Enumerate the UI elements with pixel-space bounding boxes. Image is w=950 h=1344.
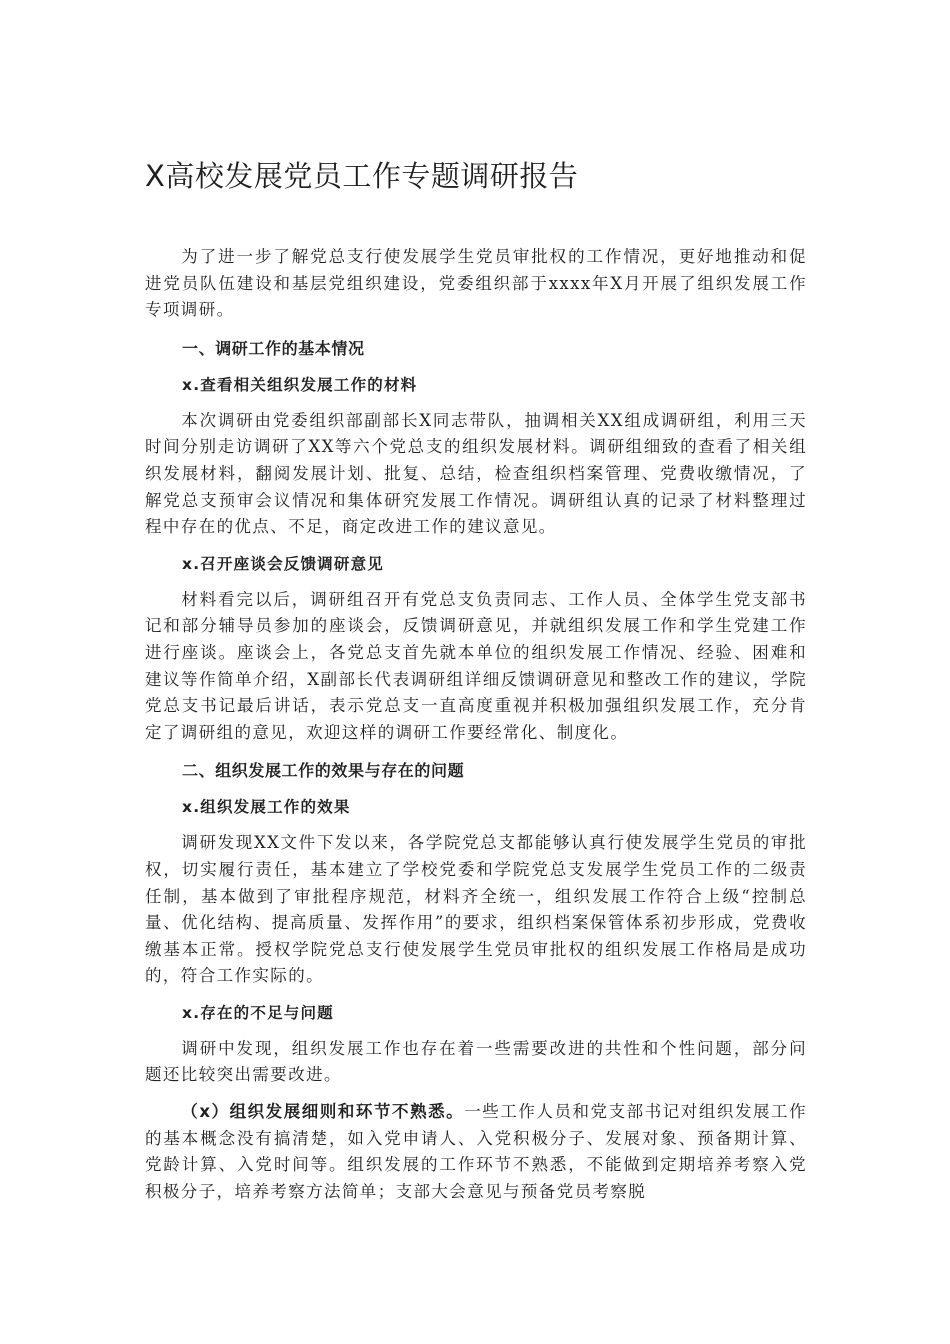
document-body — [145, 244, 807, 1205]
section-1-sub-2-heading: x.召开座谈会反馈调研意见 — [182, 554, 384, 573]
section-2-sub-2-heading: x.存在的不足与问题 — [182, 1003, 334, 1022]
section-2-sub-1-heading: x.组织发展工作的效果 — [182, 798, 351, 817]
section-2-heading: 二、组织发展工作的效果与存在的问题 — [182, 761, 465, 781]
intro-paragraph: 为了进一步了解党总支行使发展学生党员审批权的工作情况，更好地推动和促进党员队伍建设和基层党组织建设，党委组织部于xxxx年X月开展了组织发展工作专项调研。 — [145, 247, 807, 320]
section-1-sub-1-heading: x.查看相关组织发展工作的材料 — [182, 375, 418, 394]
section-1-sub-1-paragraph: 本次调研由党委组织部副部长X同志带队，抽调相关XX组成调研组，利用三天时间分别走访调研了XX等六个党总支的组织发展材料。调研组细致的查看了相关组织发展材料，翻阅发展计划、批复、总结，检查组织档案管理、党费收缴情况，了解党总支预审会议情况和集体研究发展工作情况。调研组认真的记录了材料整理过程中存在的优点、不足，商定改进工作的建议意见。 — [145, 410, 807, 537]
section-1-sub-2-paragraph: 材料看完以后，调研组召开有党总支负责同志、工作人员、全体学生党支部书记和部分辅导员参加的座谈会，反馈调研意见，并就组织发展工作和学生党建工作进行座谈。座谈会上，各党总支首先就本单位的组织发展工作情况、经验、困难和建议等作简单介绍，X副部长代表调研组详细反馈调研意见和整改工作的建议，学院党总支书记最后讲话，表示党总支一直高度重视并积极加强组织发展工作，充分肯定了调研组的意见，欢迎这样的调研工作要经常化、制度化。 — [145, 589, 807, 742]
section-2-item-1-text: 一些工作人员和党支部书记对组织发展工作的基本概念没有搞清楚，如入党申请人、入党积极分子、发展对象、预备期计算、党龄计算、入党时间等。组织发展的工作环节不熟悉，不能做到定期培养考察入党积极分子，培养考察方法简单；支部大会意见与预备党员考察脱 — [145, 1102, 807, 1201]
section-2-item-1-paragraph — [145, 1099, 807, 1205]
section-2-sub-2-paragraph: 调研中发现，组织发展工作也存在着一些需要改进的共性和个性问题，部分问题还比较突出需要改进。 — [145, 1038, 807, 1085]
section-2-sub-1-paragraph: 调研发现XX文件下发以来，各学院党总支都能够认真行使发展学生党员的审批权，切实履行责任，基本建立了学校党委和学院党总支发展学生党员工作的二级责任制，基本做到了审批程序规范，材料齐全统一，组织发展工作符合上级“控制总量、优化结构、提高质量、发挥作用”的要求，组织档案保管体系初步形成，党费收缴基本正常。授权学院党总支行使发展学生党员审批权的组织发展工作格局是成功的，符合工作实际的。 — [145, 833, 807, 986]
section-2-item-1-lead: （x）组织发展细则和环节不熟悉。 — [181, 1102, 465, 1122]
section-1-heading: 一、调研工作的基本情况 — [182, 338, 365, 358]
document-title: X高校发展党员工作专题调研报告 — [145, 159, 579, 193]
